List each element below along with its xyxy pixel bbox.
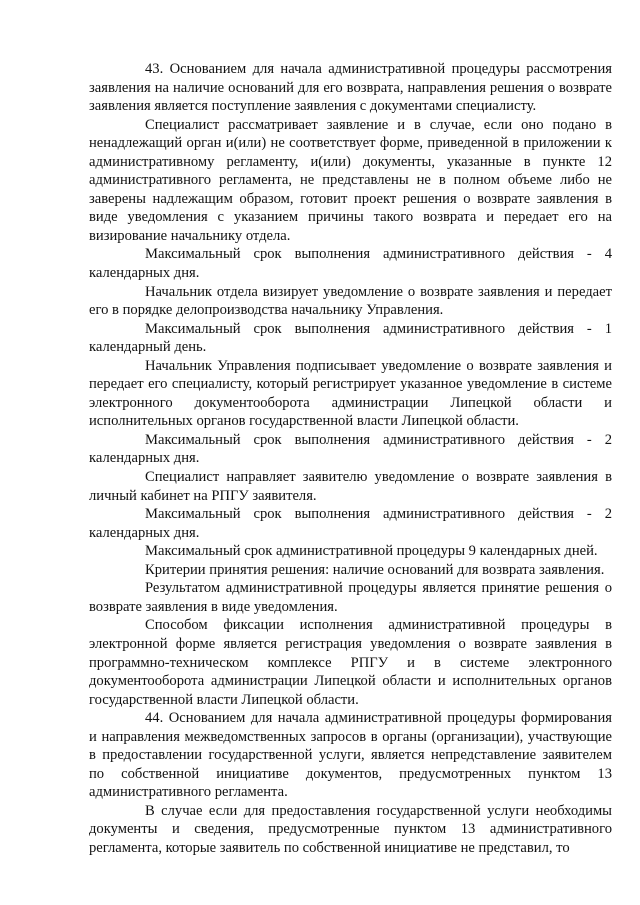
paragraph-fixation-method: Способом фиксации исполнения административной процедуры в электронной форме является регистрация уведомления о возврате заявления в программно-техническом комплексе РПГУ и в системе электронного документооборота администрации Липецкой области и исполнительных органов государственной власти Липецкой области.	[89, 617, 612, 708]
paragraph-44-intro: 44. Основанием для начала административной процедуры формирования и направления межведомственных запросов в органы (организации), участвующие в предоставлении государственной услуги, является непредставление заявителем по собственной инициативе документов, предусмотренных пунктом 13 административного регламента.	[89, 710, 612, 801]
paragraph-max-term-4-days: Максимальный срок выполнения административного действия - 4 календарных дня.	[89, 246, 612, 282]
paragraph-specialist-review: Специалист рассматривает заявление и в случае, если оно подано в ненадлежащий орган и(или) не соответствует форме, приведенной в приложении к административному регламенту, и(или) документы, указанные в пункте 12 административного регламента, не представлены не в полном объеме либо не заверены надлежащим образом, готовит проект решения о возврате заявления в виде уведомления с указанием причины такого возврата и передает его на визирование начальнику отдела.	[89, 116, 612, 244]
paragraph-required-documents: В случае если для предоставления государственной услуги необходимы документы и сведения, предусмотренные пунктом 13 административного регламента, которые заявитель по собственной инициативе не представил, то	[89, 802, 612, 856]
paragraph-max-term-2-days-b: Максимальный срок выполнения административного действия - 2 календарных дня.	[89, 506, 612, 541]
paragraph-max-term-1-day: Максимальный срок выполнения административного действия - 1 календарный день.	[89, 320, 612, 356]
paragraph-max-term-procedure: Максимальный срок административной процедуры 9 календарных дней.	[145, 543, 598, 560]
paragraph-43-intro: 43. Основанием для начала административной процедуры рассмотрения заявления на наличие оснований для его возврата, направления решения о возврате заявления является поступление заявления с документами специалисту.	[89, 61, 612, 115]
paragraph-max-term-2-days-a: Максимальный срок выполнения административного действия - 2 календарных дня.	[89, 431, 612, 467]
paragraph-head-of-department: Начальник отдела визирует уведомление о возврате заявления и передает его в порядке делопроизводства начальнику Управления.	[89, 283, 612, 319]
paragraph-head-of-administration: Начальник Управления подписывает уведомление о возврате заявления и передает его специалисту, который регистрирует указанное уведомление в системе электронного документооборота администрации Липецкой области и исполнительных органов государственной власти Липецкой области.	[89, 357, 612, 430]
paragraph-specialist-sends: Специалист направляет заявителю уведомление о возврате заявления в личный кабинет на РПГУ заявителя.	[89, 469, 612, 504]
paragraph-procedure-result: Результатом административной процедуры является принятие решения о возврате заявления в виде уведомления.	[89, 580, 612, 615]
paragraph-decision-criteria: Критерии принятия решения: наличие оснований для возврата заявления.	[145, 561, 605, 578]
